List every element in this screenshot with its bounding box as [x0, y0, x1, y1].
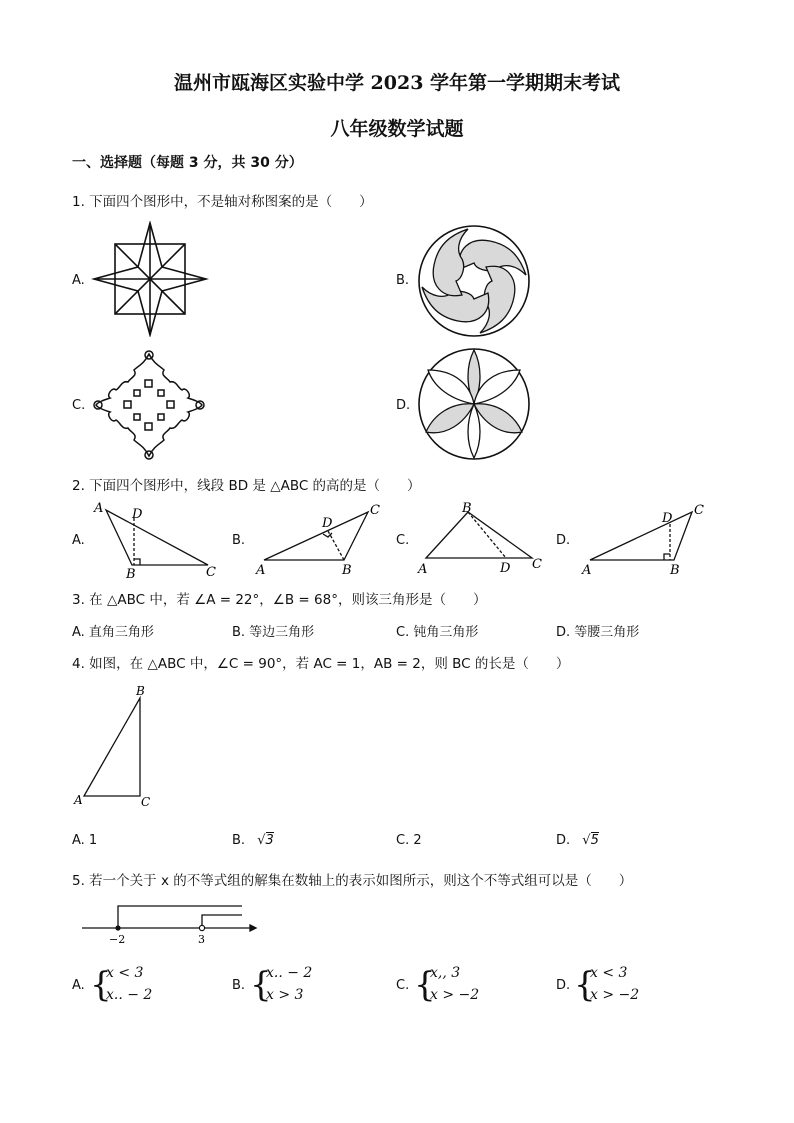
q1-label-a: A.	[72, 273, 85, 288]
svg-text:B: B	[126, 567, 136, 580]
q1-label-c: C.	[72, 398, 86, 413]
q3-stem: 3. 在 △ABC 中，若 ∠A = 22°，∠B = 68°，则该三角形是（ ）	[72, 592, 487, 608]
svg-text:D: D	[132, 507, 143, 522]
svg-text:D: D	[662, 511, 673, 526]
brace-icon: {	[574, 965, 596, 1005]
q4-option-b	[232, 833, 274, 848]
svg-text:D: D	[322, 516, 333, 531]
q2-stem: 2. 下面四个图形中，线段 BD 是 △ABC 的高的是（ ）	[72, 478, 421, 494]
q1-label-b: B.	[396, 273, 410, 288]
svg-text:A: A	[74, 793, 83, 807]
svg-text:C: C	[532, 557, 542, 572]
q3-option-a: A. 直角三角形	[72, 625, 154, 640]
svg-text:C: C	[141, 795, 151, 809]
svg-text:C: C	[370, 503, 380, 518]
q4-option-b-label: B.	[232, 833, 246, 848]
sqrt-icon: √	[257, 833, 266, 848]
q5-system-c: x,, 3 x > −2	[430, 965, 480, 1003]
q5-system-d: x < 3 x > −2	[590, 965, 640, 1003]
sqrt-icon: √	[582, 833, 591, 848]
q4-stem: 4. 如图，在 △ABC 中，∠C = 90°，若 AC = 1，AB = 2，则 BC 的长是（ ）	[72, 656, 570, 672]
q4-right-triangle	[70, 682, 160, 810]
svg-text:D: D	[500, 561, 511, 576]
svg-text:A: A	[418, 562, 428, 577]
svg-text:A: A	[94, 501, 104, 516]
exam-title: 温州市瓯海区实验中学 2023 学年第一学期期末考试	[173, 72, 621, 94]
svg-text:B: B	[670, 563, 680, 578]
svg-text:B: B	[342, 563, 352, 578]
q1-figure-a-star	[90, 221, 210, 337]
q1-figure-b-swirl	[416, 223, 532, 339]
q5-system-a: x < 3 x.. − 2	[106, 965, 153, 1003]
q2-label-b: B.	[232, 533, 246, 548]
q3-option-c: C. 钝角三角形	[396, 625, 479, 640]
q5-number-line	[78, 898, 268, 950]
q5-stem: 5. 若一个关于 x 的不等式组的解集在数轴上的表示如图所示，则这个不等式组可以是（ ）	[72, 873, 633, 889]
svg-text:A: A	[256, 563, 266, 578]
axis-label-neg2: −2	[109, 933, 126, 946]
q2-figure-c	[414, 498, 554, 580]
q5-label-c: C.	[396, 978, 410, 993]
q5-label-a: A.	[72, 978, 85, 993]
q4-option-b-radicand: 3	[265, 833, 274, 848]
q1-stem: 1. 下面四个图形中，不是轴对称图案的是（ ）	[72, 194, 373, 210]
q2-figure-b	[250, 498, 390, 580]
q3-option-d: D. 等腰三角形	[556, 625, 640, 640]
q5-system-b: x.. − 2 x > 3	[266, 965, 313, 1003]
svg-text:C: C	[206, 565, 216, 580]
axis-label-3: 3	[198, 933, 205, 946]
q4-option-d	[556, 833, 599, 848]
section-heading: 一、选择题（每题 3 分，共 30 分）	[72, 155, 303, 171]
q2-figure-a	[90, 498, 220, 580]
q1-figure-c-papercut	[90, 346, 208, 464]
svg-text:B: B	[136, 684, 145, 698]
q4-option-c: C. 2	[396, 833, 422, 848]
q1-figure-d-flower	[416, 346, 532, 462]
q2-label-c: C.	[396, 533, 410, 548]
brace-icon: {	[414, 965, 436, 1005]
q2-label-a: A.	[72, 533, 85, 548]
q5-label-b: B.	[232, 978, 246, 993]
q1-label-d: D.	[396, 398, 411, 413]
brace-icon: {	[90, 965, 112, 1005]
q4-option-d-radicand: 5	[590, 833, 599, 848]
q4-option-a: A. 1	[72, 833, 98, 848]
svg-text:A: A	[582, 563, 592, 578]
q3-option-b: B. 等边三角形	[232, 625, 315, 640]
svg-text:C: C	[694, 503, 704, 518]
closed-point	[115, 925, 120, 930]
q2-label-d: D.	[556, 533, 571, 548]
q5-label-d: D.	[556, 978, 571, 993]
svg-text:B: B	[462, 501, 472, 516]
q2-figure-d	[574, 498, 714, 580]
exam-subtitle: 八年级数学试题	[330, 118, 464, 140]
brace-icon: {	[250, 965, 272, 1005]
q4-option-d-label: D.	[556, 833, 571, 848]
open-point	[199, 925, 204, 930]
